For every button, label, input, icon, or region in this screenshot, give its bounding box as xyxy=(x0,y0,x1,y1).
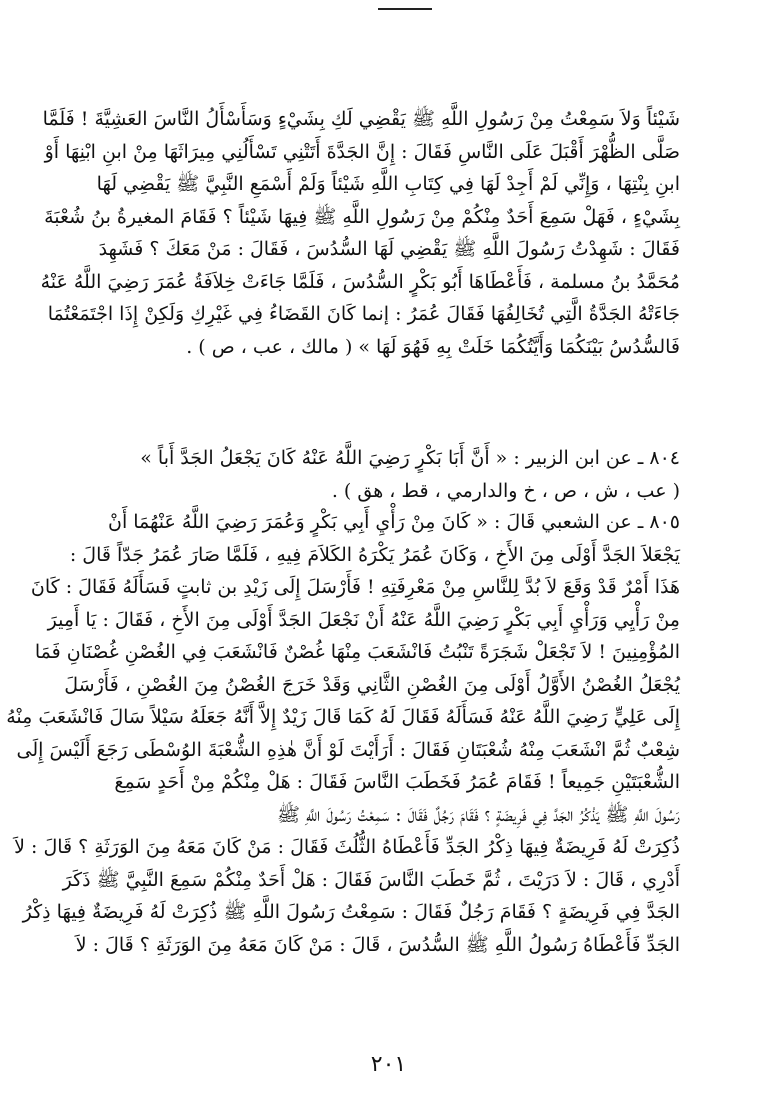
text-line: فَقَالَ : شَهِدْتُ رَسُولَ اللَّهِ ﷺ يَقْضِي لَهَا السُّدُسَ ، فَقَالَ : مَنْ مَعَكَ ؟ فَشَهِدَ xyxy=(98,238,680,260)
text-line: مِنْ رَأْيِي وَرَأْيِ أَبِي بَكْرٍ رَضِيَ اللَّهُ عَنْهُ أَنْ نَجْعَلَ الجَدَّ أَوْلَى مِنَ الأَخِ ، فَقَالَ : يَا أَمِيرَ xyxy=(47,608,680,631)
text-line: الجَدِّ فَأَعْطَاهُ رَسُولُ اللَّهِ ﷺ السُّدُسَ ، قَالَ : مَنْ كَانَ مَعَهُ مِنَ الوَرَثَةِ ؟ قَالَ : لاَ xyxy=(75,933,680,956)
text-line: ابنِ بِنْتِهَا ، وَإِنِّي لَمْ أَجِدْ لَهَا فِي كِتَابِ اللَّهِ شَيْئاً وَلَمْ أَسْمَعِ النَّبِيَّ ﷺ يَقْضِي لَهَا xyxy=(96,173,680,195)
text-line: شِعْبٌ ثُمَّ انْشَعَبَ مِنْهُ شُعْبَتَانِ فَقَالَ : أَرَأَيْتَ لَوْ أَنَّ هٰذِهِ الشُّعْبَةَ الوُسْطَى رَجَعَ أَلَيْسَ إِلَى xyxy=(16,738,680,761)
text-line: إِلَى عَلِيٍّ رَضِيَ اللَّهُ عَنْهُ فَسَأَلَهُ فَقَالَ لَهُ كَمَا قَالَ زَيْدٌ إِلاَّ أَنَّهُ جَعَلَهُ سَيْلاً سَالَ فَانْشَعَبَ مِنْهُ xyxy=(6,706,680,728)
text-line: صَلَّى الظُّهْرَ أَقْبَلَ عَلَى النَّاسِ فَقَالَ : إِنَّ الجَدَّةَ أَتَتْنِي تَسْأَلُنِي مِيرَاثَهَا مِنْ ابنِ ابْنِهَا أَوْ xyxy=(44,140,680,163)
text-line: الجَدَّ فِي فَرِيضَةٍ ؟ فَقَامَ رَجُلٌ فَقَالَ : سَمِعْتُ رَسُولَ اللَّهِ ﷺ ذُكِرَتْ لَهُ فَرِيضَةٌ فِيهَا ذِكْرُ xyxy=(22,901,680,923)
text-line: رَسُولَ اللَّهِ ﷺ يَذْكُرُ الجَدَّ فِي فَرِيضَةٍ ؟ فَقَامَ رَجُلٌ فَقَالَ : سَمِعْتُ رَسُولَ اللَّهِ ﷺ xyxy=(276,803,680,826)
text-line: ( عب ، ش ، ص ، خ والدارمي ، قط ، هق ) . xyxy=(331,479,680,502)
text-line: شَيْئاً وَلاَ سَمِعْتُ مِنْ رَسُولِ اللَّهِ ﷺ يَقْضِي لَكِ بِشَيْءٍ وَسَأَسْأَلُ النَّاسَ العَشِيَّةَ ! فَلَمَّا xyxy=(42,108,680,130)
text-line: بِشَيْءٍ ، فَهَلْ سَمِعَ أَحَدٌ مِنْكُمْ مِنْ رَسُولِ اللَّهِ ﷺ فِيهَا شَيْئاً ؟ فَقَامَ المغيرةُ بنُ شُعْبَةَ xyxy=(44,205,680,228)
text-line: ٨٠٥ ـ عن الشعبي قَالَ : « كَانَ مِنْ رَأْيِ أَبِي بَكْرٍ وَعُمَرَ رَضِيَ اللَّهُ عَنْهُمَا أَنْ xyxy=(107,511,680,533)
text-line: الشُّعْبَتَيْنِ جَمِيعاً ! فَقَامَ عُمَرُ فَخَطَبَ النَّاسَ فَقَالَ : هَلْ مِنْكُمْ مِنْ أَحَدٍ سَمِعَ xyxy=(114,771,680,793)
text-line: جَاءَتْهُ الجَدَّةُ الَّتِي تُخَالِفُهَا فَقَالَ عُمَرُ : إنما كَانَ القَضَاءُ فِي غَيْرِكِ وَلَكِنْ إِذَا اجْتَمَعْتُمَا xyxy=(47,303,680,325)
header-rule xyxy=(378,8,432,10)
text-line: ٨٠٤ ـ عن ابن الزبير : « أَنَّ أَبَا بَكْرٍ رَضِيَ اللَّهُ عَنْهُ كَانَ يَجْعَلُ الجَدَّ أَباً » xyxy=(140,447,680,469)
text-line: يَجْعَلاَ الجَدَّ أَوْلَى مِنَ الأَخِ ، وَكَانَ عُمَرُ يَكْرَهُ الكَلاَمَ فِيهِ ، فَلَمَّا صَارَ عُمَرُ جَدّاً قَالَ : xyxy=(69,543,680,566)
text-line: ذُكِرَتْ لَهُ فَرِيضَةٌ فِيهَا ذِكْرُ الجَدِّ فَأَعْطَاهُ الثُّلُثَ فَقَالَ : مَنْ كَانَ مَعَهُ مِنَ الوَرَثَةِ ؟ قَالَ : لاَ xyxy=(14,836,680,858)
text-line: يُجْعَلُ الغُصْنُ الأَوَّلُ أَوْلَى مِنَ الغُصْنِ الثَّانِي وَقَدْ خَرَجَ الغُصْنُ مِنَ الغُصْنِ ، فَأَرْسَلَ xyxy=(64,673,680,696)
text-line: فَالسُّدُسُ بَيْنَكُمَا وَأَيَّتُكُمَا خَلَتْ بِهِ فَهُوَ لَهَا » ( مالك ، عب ، ص ) . xyxy=(186,335,680,358)
paragraph-continuation xyxy=(40,103,680,363)
text-line: المُؤْمِنِينَ ! لاَ تَجْعَلْ شَجَرَةً تَنْبُتُ فَانْشَعَبَ مِنْهَا غُصْنٌ فَانْشَعَبَ فِي الغُصْنِ غُصْنَانِ فَمَا xyxy=(34,641,680,663)
hadith-804 xyxy=(104,442,680,507)
text-line: هَذَا أَمْرٌ قَدْ وَقَعَ لاَ بُدَّ لِلنَّاسِ مِنْ مَعْرِفَتِهِ ! فَأَرْسَلَ إِلَى زَيْدِ بن ثابتٍ فَسَأَلَهُ فَقَالَ : كَانَ xyxy=(30,576,680,598)
hadith-805 xyxy=(6,506,680,961)
text-line: مُحَمَّدُ بنُ مسلمة ، فَأَعْطَاهَا أَبُو بَكْرٍ السُّدُسَ ، فَلَمَّا جَاءَتْ خِلاَفَةُ عُمَرَ رَضِيَ اللَّهُ عَنْهُ xyxy=(40,270,680,293)
text-line: أَدْرِي ، قَالَ : لاَ دَرَيْتَ ، ثُمَّ خَطَبَ النَّاسَ فَقَالَ : هَلْ أَحَدٌ مِنْكُمْ سَمِعَ النَّبِيَّ ﷺ ذَكَرَ xyxy=(62,868,680,891)
page-number: ٢٠١ xyxy=(370,1052,407,1077)
